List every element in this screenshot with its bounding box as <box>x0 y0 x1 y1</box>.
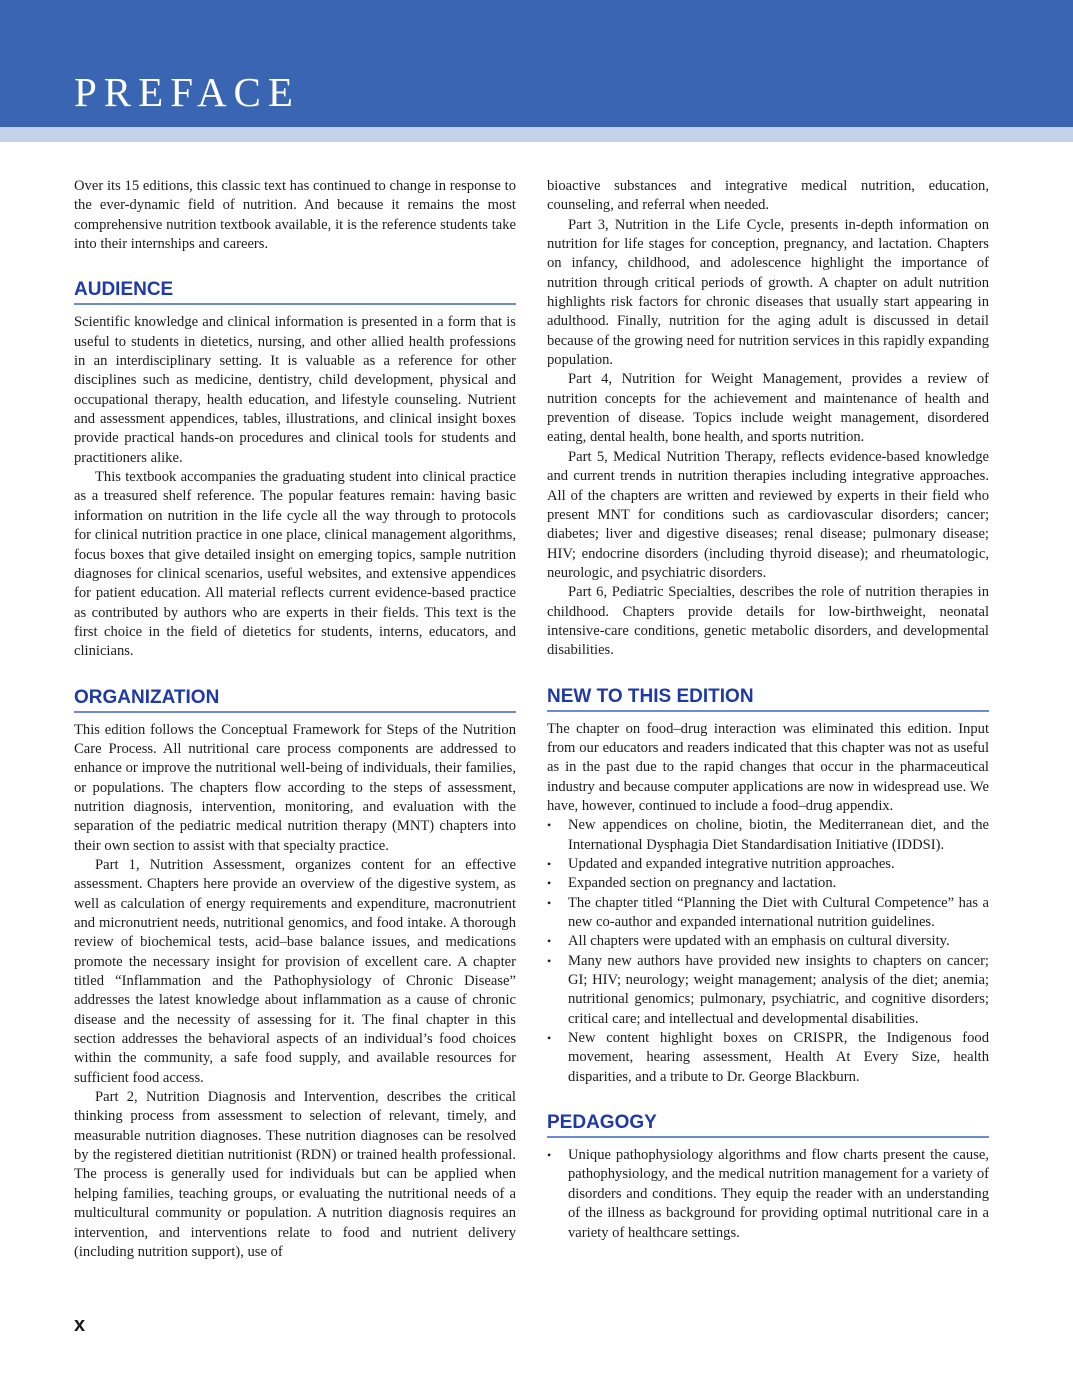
bullet-icon: • <box>547 857 552 871</box>
list-item: • Expanded section on pregnancy and lactation. <box>547 874 989 893</box>
new-edition-intro: The chapter on food–drug interaction was eliminated this edition. Input from our educators and readers indicated that this chapter was not as useful as in the past due to the rapid changes that occur in the pharmaceutical industry and because computer applications are now in widespread use. We have, however, continued to include a food–drug appendix. <box>547 720 989 814</box>
audience-paragraph-2: This textbook accompanies the graduating student into clinical practice as a treasured shelf reference. The popular features remain: having basic information on nutrition in the life cycle all the way through to protocols for clinical nutrition practice in one place, clinical management algorithms, focus boxes that give detailed insight on emerging topics, sample nutrition diagnoses for clinical scenarios, useful websites, and extensive appendices for patient education. All material reflects current evidence-based practice as contributed by authors who are experts in their fields. This text is the first choice in the field of dietetics for students, interns, educators, and clinicians. <box>74 469 516 660</box>
organization-paragraph-part1: Part 1, Nutrition Assessment, organizes content for an effective assessment. Chapters here provide an overview of the digestive system, as well as calculation of energy requirements and expenditure, macronutrient and micronutrient needs, nutritional genomics, and food intake. A thorough review of biochemical tests, acid–base balance issues, and medications promote the necessary insight for provision of excellent care. A chapter titled “Inflammation and the Pathophysiology of Chronic Disease” addresses the latest knowledge about inflammation as a cause of chronic disease and the necessity of assessing for it. The final chapter in this section addresses the behavioral aspects of an individual’s food choices within the community, a safe food supply, and available resources for sufficient food access. <box>74 856 516 1086</box>
bullet-icon: • <box>547 934 552 949</box>
header-band <box>0 0 1073 127</box>
organization-paragraph-part5: Part 5, Medical Nutrition Therapy, reflects evidence-based knowledge and current trends in nutrition therapies including integrative approaches. All of the chapters are written and reviewed by experts in their field who present MNT for conditions such as cardiovascular disorders; cancer; diabetes; liver and digestive diseases; renal disease; pulmonary disease; HIV; endocrine disorders (including thyroid disease); and rheumatologic, neurologic, and psychiatric disorders. <box>547 448 989 581</box>
organization-paragraph-1: This edition follows the Conceptual Framework for Steps of the Nutrition Care Process. All nutritional care process components are addressed to enhance or improve the nutritional well-being of individuals, their families, or populations. The chapters flow according to the steps of assessment, nutrition diagnosis, intervention, monitoring, and evaluation with the separation of the pediatric medical nutrition therapy (MNT) chapters into their own section to assist with that specialty practice. <box>74 721 516 854</box>
pedagogy-list <box>547 1146 989 1243</box>
audience-heading: AUDIENCE <box>74 279 516 305</box>
list-item: • New content highlight boxes on CRISPR, the Indigenous food movement, hearing assessment, Health At Every Size, health disparities, and a tribute to Dr. George Blackburn. <box>547 1030 989 1085</box>
page-title: PREFACE <box>74 69 300 115</box>
bullet-icon: • <box>547 818 552 833</box>
bullet-icon: • <box>547 895 552 910</box>
list-item: • The chapter titled “Planning the Diet with Cultural Competence” has a new co-author and expanded international nutrition guidelines. <box>547 894 989 931</box>
organization-heading: ORGANIZATION <box>74 687 516 713</box>
right-column <box>547 177 989 1243</box>
list-item: • New appendices on choline, biotin, the Mediterranean diet, and the International Dysphagia Diet Standardisation Initiative (IDDSI). <box>547 817 989 853</box>
organization-paragraph-part3: Part 3, Nutrition in the Life Cycle, presents in-depth information on nutrition for life stages for conception, pregnancy, and lactation. Chapters on infancy, childhood, and adolescence highlight the importance of nutrition through critical periods of growth. A chapter on adult nutrition highlights risk factors for chronic diseases that usually start appearing in adulthood. Finally, nutrition for the aging adult is discussed in detail because of the growing need for nutrition services in this rapidly expanding population. <box>547 216 989 369</box>
organization-paragraph-part4: Part 4, Nutrition for Weight Management, provides a review of nutrition concepts for the achievement and maintenance of health and prevention of disease. Topics include weight management, disordered eating, dental health, bone health, and sports nutrition. <box>547 371 989 446</box>
list-item: • All chapters were updated with an emphasis on cultural diversity. <box>547 932 989 951</box>
list-item: • Many new authors have provided new insights to chapters on cancer; GI; HIV; neurology; weight management; analysis of the diet; anemia; nutritional genomics; pulmonary, psychiatric, and cognitive disorders; critical care; and intellectual and developmental disabilities. <box>547 952 989 1027</box>
header-stripe <box>0 127 1073 142</box>
new-edition-list <box>547 816 989 1087</box>
new-edition-heading: NEW TO THIS EDITION <box>547 686 989 712</box>
bullet-icon: • <box>547 1148 552 1163</box>
bullet-icon: • <box>547 1031 552 1046</box>
intro-paragraph: Over its 15 editions, this classic text has continued to change in response to the ever-dynamic field of nutrition. And because it remains the most comprehensive nutrition textbook available, it is the reference students take into their internships and careers. <box>74 178 516 253</box>
organization-paragraph-part2-cont: bioactive substances and integrative medical nutrition, education, counseling, and referral when needed. <box>547 178 989 214</box>
bullet-icon: • <box>547 953 552 968</box>
audience-paragraph-1: Scientific knowledge and clinical information is presented in a form that is useful to students in dietetics, nursing, and other allied health professions in an interdisciplinary setting. It is valuable as a reference for other disciplines such as medicine, dentistry, child development, physical and occupational therapy, health education, and lifestyle counseling. Nutrient and assessment appendices, tables, illustrations, and clinical insight boxes provide practical hands-on procedures and clinical tools for students and practitioners alike. <box>74 314 516 466</box>
left-column <box>74 177 516 1262</box>
organization-paragraph-part6: Part 6, Pediatric Specialties, describes the role of nutrition therapies in childhood. Chapters provide details for low-birthweight, neonatal intensive-care conditions, genetic metabolic disorders, and developmental disabilities. <box>547 584 989 659</box>
bullet-icon: • <box>547 876 552 891</box>
list-item: • Updated and expanded integrative nutrition approaches. <box>547 855 989 874</box>
organization-paragraph-part2: Part 2, Nutrition Diagnosis and Intervention, describes the critical thinking process from assessment to selection of relevant, timely, and measurable nutrition diagnoses. These nutrition diagnoses can be resolved by the registered dietitian nutritionist (RDN) or trained health professional. The process is generally used for individuals but can be applied when helping families, teaching groups, or evaluating the nutritional needs of a multicultural community or population. A nutrition diagnosis requires an intervention, and interventions relate to food and nutrient delivery (including nutrition support), use of <box>74 1089 516 1260</box>
page-number: x <box>74 1314 86 1336</box>
list-item: • Unique pathophysiology algorithms and flow charts present the cause, pathophysiology, and the medical nutrition management for a variety of disorders and conditions. They equip the reader with an understanding of the illness as background for providing optimal nutritional care in a variety of healthcare settings. <box>547 1147 989 1241</box>
pedagogy-heading: PEDAGOGY <box>547 1112 989 1138</box>
